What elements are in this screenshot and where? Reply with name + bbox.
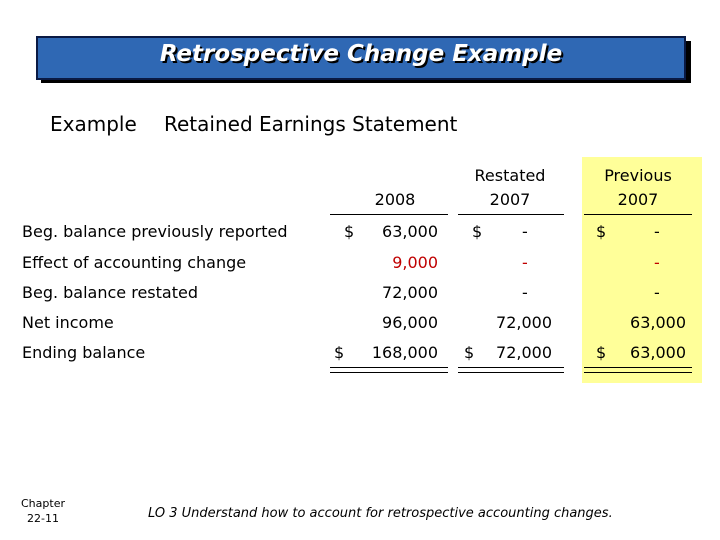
chapter-label (18, 496, 68, 526)
slide-title: Retrospective Change Example (159, 41, 563, 67)
row-label: Beg. balance restated (22, 283, 198, 302)
col-header-restated (460, 164, 560, 212)
statement-subtitle: Retained Earnings Statement (164, 112, 458, 136)
chapter-line2: 22-11 (27, 512, 59, 525)
col-header-line2: 2008 (374, 190, 416, 209)
cell-dollar: $ (596, 222, 607, 241)
cell-value: - (654, 222, 660, 241)
col-header-previous (588, 164, 688, 212)
title-banner (36, 36, 686, 80)
cell-dollar: $ (472, 222, 483, 241)
cell-value: - (522, 222, 528, 241)
cell-value: - (654, 253, 660, 272)
cell-value: 96,000 (382, 313, 438, 332)
col-header-line1: Restated (474, 166, 546, 185)
cell-value: - (522, 253, 528, 272)
col-header-2008 (345, 164, 445, 212)
row-label: Net income (22, 313, 114, 332)
cell-value: 72,000 (496, 343, 552, 362)
cell-value: 63,000 (382, 222, 438, 241)
header-rule-restated (458, 214, 564, 215)
row-label: Beg. balance previously reported (22, 222, 288, 241)
cell-value: 9,000 (392, 253, 438, 272)
double-underline-previous (584, 367, 692, 373)
col-header-line1: Previous (604, 166, 672, 185)
col-header-line1 (345, 164, 445, 188)
cell-value: 72,000 (382, 283, 438, 302)
header-rule-2008 (330, 214, 448, 215)
row-label: Effect of accounting change (22, 253, 247, 272)
cell-value: - (522, 283, 528, 302)
cell-value: 72,000 (496, 313, 552, 332)
chapter-line1: Chapter (21, 497, 65, 510)
cell-dollar: $ (344, 222, 355, 241)
cell-value: 168,000 (371, 343, 438, 362)
cell-dollar: $ (464, 343, 475, 362)
cell-value: 63,000 (630, 313, 686, 332)
header-rule-previous (584, 214, 692, 215)
col-header-line2: 2007 (617, 190, 659, 209)
double-underline-restated (458, 367, 564, 373)
cell-value: 63,000 (630, 343, 686, 362)
col-header-line2: 2007 (489, 190, 531, 209)
cell-value: - (654, 283, 660, 302)
learning-objective-footer: LO 3 Understand how to account for retrospective accounting changes. (148, 506, 613, 521)
cell-dollar: $ (596, 343, 607, 362)
cell-dollar: $ (334, 343, 345, 362)
double-underline-2008 (330, 367, 448, 373)
row-label: Ending balance (22, 343, 146, 362)
example-label: Example (50, 112, 137, 136)
